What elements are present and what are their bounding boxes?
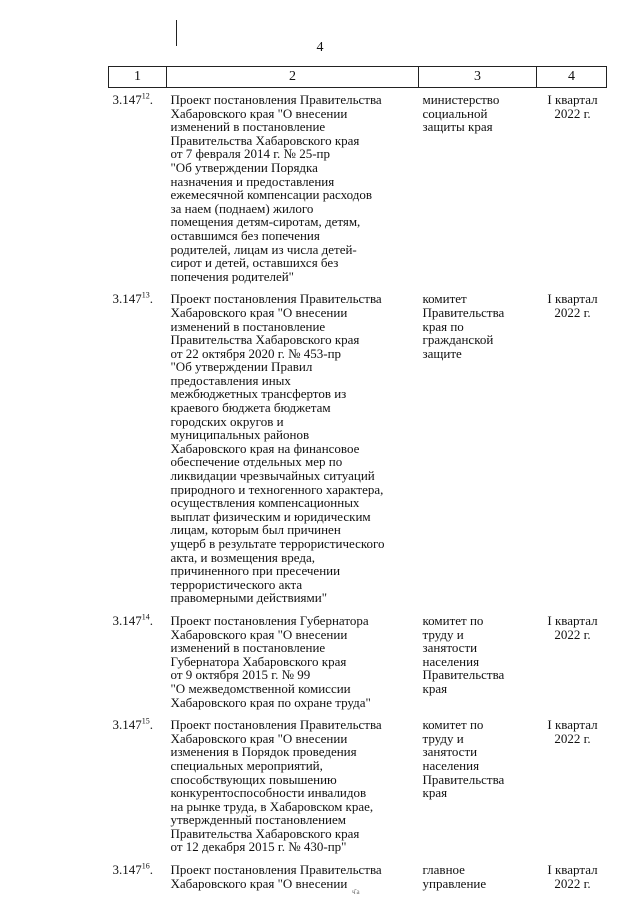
document-title-line: Хабаровского края на финансовое [170,440,360,456]
document-title-line: ежемесячной компенсации расходов [170,187,373,203]
document-title-line: изменений в постановление [170,318,326,334]
document-title-line: Проект постановления Правительства [170,92,382,107]
responsible-executor [419,605,537,709]
item-number-base: 3.147 [112,717,142,733]
document-title-line: оставшимся без попечения [170,227,320,243]
table-row [109,709,607,854]
responsible-executor-line: Правительства [422,304,505,320]
document-title-line: от 12 декабря 2015 г. № 430-пр" [170,839,347,855]
document-title-line: выплат физическим и юридическим [170,508,371,524]
deadline [537,605,607,709]
deadline-line: I квартал [547,717,598,733]
deadline-line: 2022 г. [554,730,591,746]
document-title-line: "О межведомственной комиссии [170,680,351,696]
responsible-executor-line: управление [422,875,487,891]
document-title-line: изменений в постановление [170,640,326,656]
document-title-line: межбюджетных трансфертов из [170,386,347,402]
deadline-line: I квартал [547,862,598,878]
table-row [109,605,607,709]
responsible-executor-line: Правительства [422,771,505,787]
document-title-line: Хабаровского края "О внесении [170,304,348,320]
item-number-base: 3.147 [112,862,142,878]
document-title-line: Проект постановления Правительства [170,862,382,878]
document-title-line: изменения в Порядок проведения [170,744,357,760]
responsible-executor-line: труду и [422,730,464,746]
document-title-line: способствующих повышению [170,771,337,787]
document-title-line: Хабаровского края "О внесении [170,105,348,121]
document-title-line: причиненного при пресечении [170,563,341,579]
responsible-executor-line: занятости [422,640,478,656]
responsible-executor-line: труду и [422,626,464,642]
plan-table [108,66,607,890]
document-title-line: террористического акта [170,576,303,592]
deadline-line: 2022 г. [554,626,591,642]
document-title-line: краевого бюджета бюджетам [170,400,331,416]
responsible-executor-line: защиты края [422,119,493,135]
responsible-executor-line: министерство [422,92,500,107]
responsible-executor-line: занятости [422,744,478,760]
column-header-4: 4 [537,67,607,88]
responsible-executor-line: Правительства [422,667,505,683]
document-title-line: назначения и предоставления [170,173,335,189]
document-title-line: Правительства Хабаровского края [170,825,360,841]
document-title-line: на рынке труда, в Хабаровском крае, [170,798,374,814]
deadline [537,88,607,284]
document-title [167,854,419,890]
item-number: 3.147$^{16}$. [112,861,153,878]
item-number-base: 3.147 [112,612,142,628]
deadline [537,854,607,890]
document-title-line: акта, и возмещения вреда, [170,549,316,565]
item-number-base: 3.147 [112,92,142,107]
document-title-line: Губернатора Хабаровского края [170,653,347,669]
item-number: 3.147$^{15}$. [112,716,153,733]
document-title-line: специальных мероприятий, [170,757,323,773]
document-title-line: муниципальных районов [170,427,310,443]
column-header-2: 2 [167,67,419,88]
responsible-executor-line: края [422,680,448,696]
item-number: 3.147$^{13}$. [112,290,153,307]
document-title-line: осуществления компенсационных [170,495,360,511]
deadline-line: I квартал [547,92,598,107]
document-title-line: Хабаровского края "О внесении [170,875,348,891]
item-number-superscript: 16 [141,861,150,871]
document-title-line: Хабаровского края по охране труда" [170,694,371,710]
table-row [109,283,607,605]
table-header-row [109,67,607,88]
column-header-1: 1 [109,67,167,88]
document-title-line: Хабаровского края "О внесении [170,730,348,746]
document-title-line: от 7 февраля 2014 г. № 25-пр [170,146,330,162]
document-title-line: родителей, лицам из числа детей- [170,241,357,257]
responsible-executor-line: главное [422,862,465,878]
responsible-executor-line: края [422,785,448,801]
document-title-line: Проект постановления Правительства [170,291,382,307]
document-title-line: Проект постановления Правительства [170,717,382,733]
responsible-executor [419,283,537,605]
responsible-executor [419,709,537,854]
document-title-line: лицам, которым был причинен [170,522,341,538]
document-title-line: "Об утверждении Порядка [170,159,318,175]
document-title-line: сирот и детей, оставшихся без [170,255,339,271]
document-title-line: Проект постановления Губернатора [170,612,369,628]
responsible-executor-line: социальной [422,105,488,121]
responsible-executor-line: комитет по [422,612,484,628]
responsible-executor-line: населения [422,757,480,773]
deadline-line: I квартал [547,612,598,628]
document-title-line: от 22 октября 2020 г. № 453-пр [170,345,342,361]
deadline-line: 2022 г. [554,875,591,891]
document-title-line: помещения детям-сиротам, детям, [170,214,361,230]
deadline-line: 2022 г. [554,105,591,121]
document-title-line: "Об утверждении Правил [170,359,313,375]
responsible-executor-line: населения [422,653,480,669]
responsible-executor [419,88,537,284]
document-title-line: городских округов и [170,413,284,429]
document-title-line: попечения родителей" [170,268,294,284]
item-number-superscript: 13 [141,290,150,300]
deadline [537,709,607,854]
responsible-executor-line: комитет [422,291,467,307]
document-title-line: ущерб в результате террористического [170,536,385,551]
item-number: 3.147$^{14}$. [112,612,153,628]
page-number: 4 [316,40,324,55]
document-title [167,605,419,709]
table-row [109,88,607,284]
item-number-superscript: 14 [141,612,150,622]
table-row [109,854,607,890]
deadline [537,283,607,605]
item-number-superscript: 12 [141,91,150,101]
responsible-executor-line: края по [422,318,464,334]
responsible-executor-line: гражданской [422,332,494,348]
document-title-line: Правительства Хабаровского края [170,332,360,348]
document-title [167,709,419,854]
document-title-line: утвержденный постановлением [170,812,346,828]
document-title-line: Хабаровского края "О внесении [170,626,348,642]
responsible-executor-line: комитет по [422,717,484,733]
document-title-line: правомерными действиями" [170,590,328,606]
document-title-line: предоставления иных [170,372,291,388]
document-title-line: обеспечение отдельных мер по [170,454,343,470]
document-title-line: за наем (поднаем) жилого [170,200,314,216]
document-title-line: от 9 октября 2015 г. № 99 [170,667,311,683]
document-title [167,88,419,284]
item-number: 3.147$^{12}$. [112,91,153,107]
item-number-base: 3.147 [112,291,142,307]
item-number-superscript: 15 [141,716,150,726]
document-title-line: изменений в постановление [170,119,326,135]
document-title-line: ликвидации чрезвычайных ситуаций [170,468,375,484]
document-title-line: Правительства Хабаровского края [170,132,360,148]
responsible-executor [419,854,537,890]
column-header-3: 3 [419,67,537,88]
footer-mark: ч̆а [352,888,361,896]
deadline-line: 2022 г. [554,304,591,320]
document-title-line: конкурентоспособности инвалидов [170,785,367,801]
table-body [109,88,607,891]
deadline-line: I квартал [547,291,598,307]
responsible-executor-line: защите [422,345,462,361]
document-title [167,283,419,605]
document-title-line: природного и техногенного характера, [170,481,384,497]
